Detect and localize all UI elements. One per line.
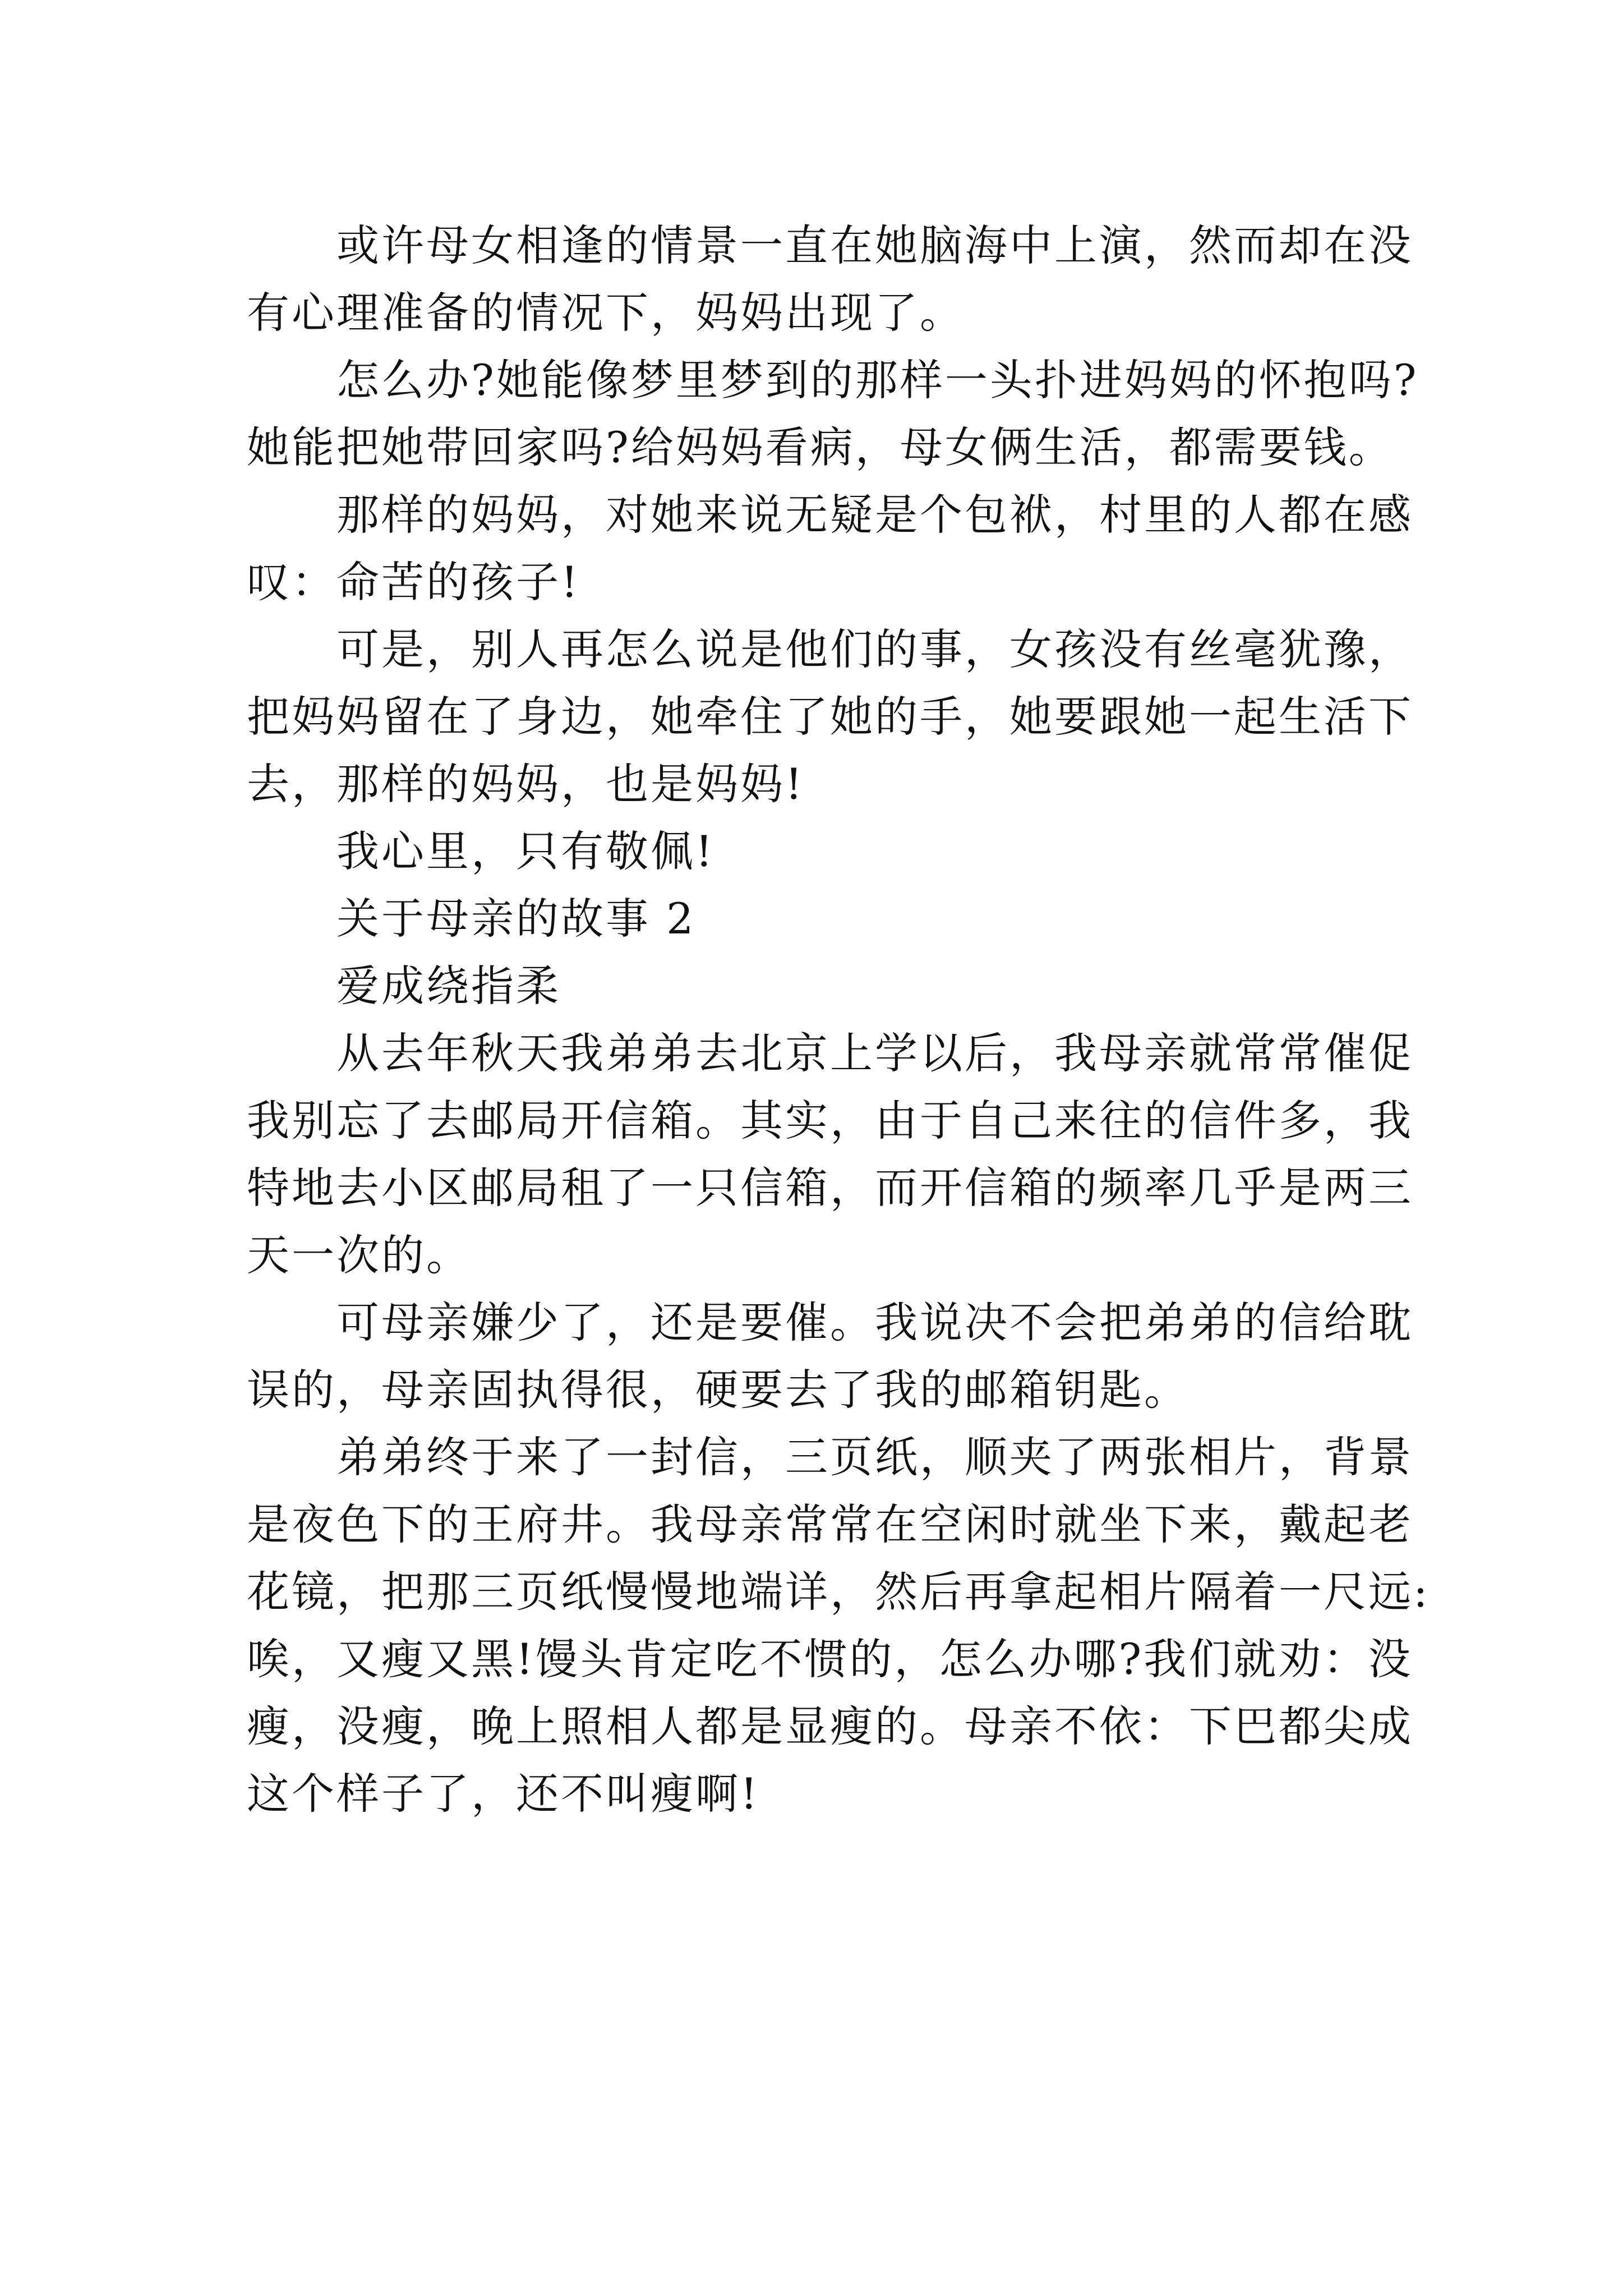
- text-line: 爱成绕指柔: [336, 961, 561, 1011]
- text-line: 她能把她带回家吗?给妈妈看病，母女俩生活，都需要钱。: [247, 422, 1394, 472]
- text-line: 叹：命苦的孩子!: [247, 557, 580, 607]
- text-line: 可母亲嫌少了，还是要催。我说决不会把弟弟的信给耽: [336, 1297, 1413, 1347]
- text-line: 把妈妈留在了身边，她牵住了她的手，她要跟她一起生活下: [247, 692, 1413, 742]
- text-line: 关于母亲的故事 2: [336, 894, 696, 944]
- text-line: 或许母女相逢的情景一直在她脑海中上演，然而却在没: [336, 220, 1413, 270]
- text-line: 那样的妈妈，对她来说无疑是个包袱，村里的人都在感: [336, 490, 1413, 540]
- text-line: 我心里，只有敬佩!: [336, 826, 715, 876]
- text-line: 是夜色下的王府井。我母亲常常在空闲时就坐下来，戴起老: [247, 1499, 1413, 1549]
- text-line: 从去年秋天我弟弟去北京上学以后，我母亲就常常催促: [336, 1028, 1413, 1078]
- text-line: 可是，别人再怎么说是他们的事，女孩没有丝毫犹豫，: [336, 624, 1413, 674]
- text-line: 花镜，把那三页纸慢慢地端详，然后再拿起相片隔着一尺远:: [247, 1567, 1430, 1617]
- text-line: 唉，又瘦又黑!馒头肯定吃不惯的，怎么办哪?我们就劝：没: [247, 1634, 1413, 1684]
- text-line: 有心理准备的情况下，妈妈出现了。: [247, 288, 965, 338]
- document-body: [247, 212, 1430, 1828]
- text-line: 怎么办?她能像梦里梦到的那样一头扑进妈妈的怀抱吗?: [336, 355, 1419, 405]
- text-line: 特地去小区邮局租了一只信箱，而开信箱的频率几乎是两三: [247, 1163, 1413, 1213]
- text-line: 弟弟终于来了一封信，三页纸，顺夹了两张相片，背景: [336, 1432, 1413, 1482]
- text-line: 瘦，没瘦，晚上照相人都是显瘦的。母亲不依：下巴都尖成: [247, 1701, 1413, 1751]
- text-line: 误的，母亲固执得很，硬要去了我的邮箱钥匙。: [247, 1365, 1189, 1415]
- text-line: 天一次的。: [247, 1230, 471, 1280]
- text-line: 我别忘了去邮局开信箱。其实，由于自己来往的信件多，我: [247, 1096, 1413, 1145]
- text-line: 去，那样的妈妈，也是妈妈!: [247, 759, 805, 809]
- text-line: 这个样子了，还不叫瘦啊!: [247, 1769, 760, 1819]
